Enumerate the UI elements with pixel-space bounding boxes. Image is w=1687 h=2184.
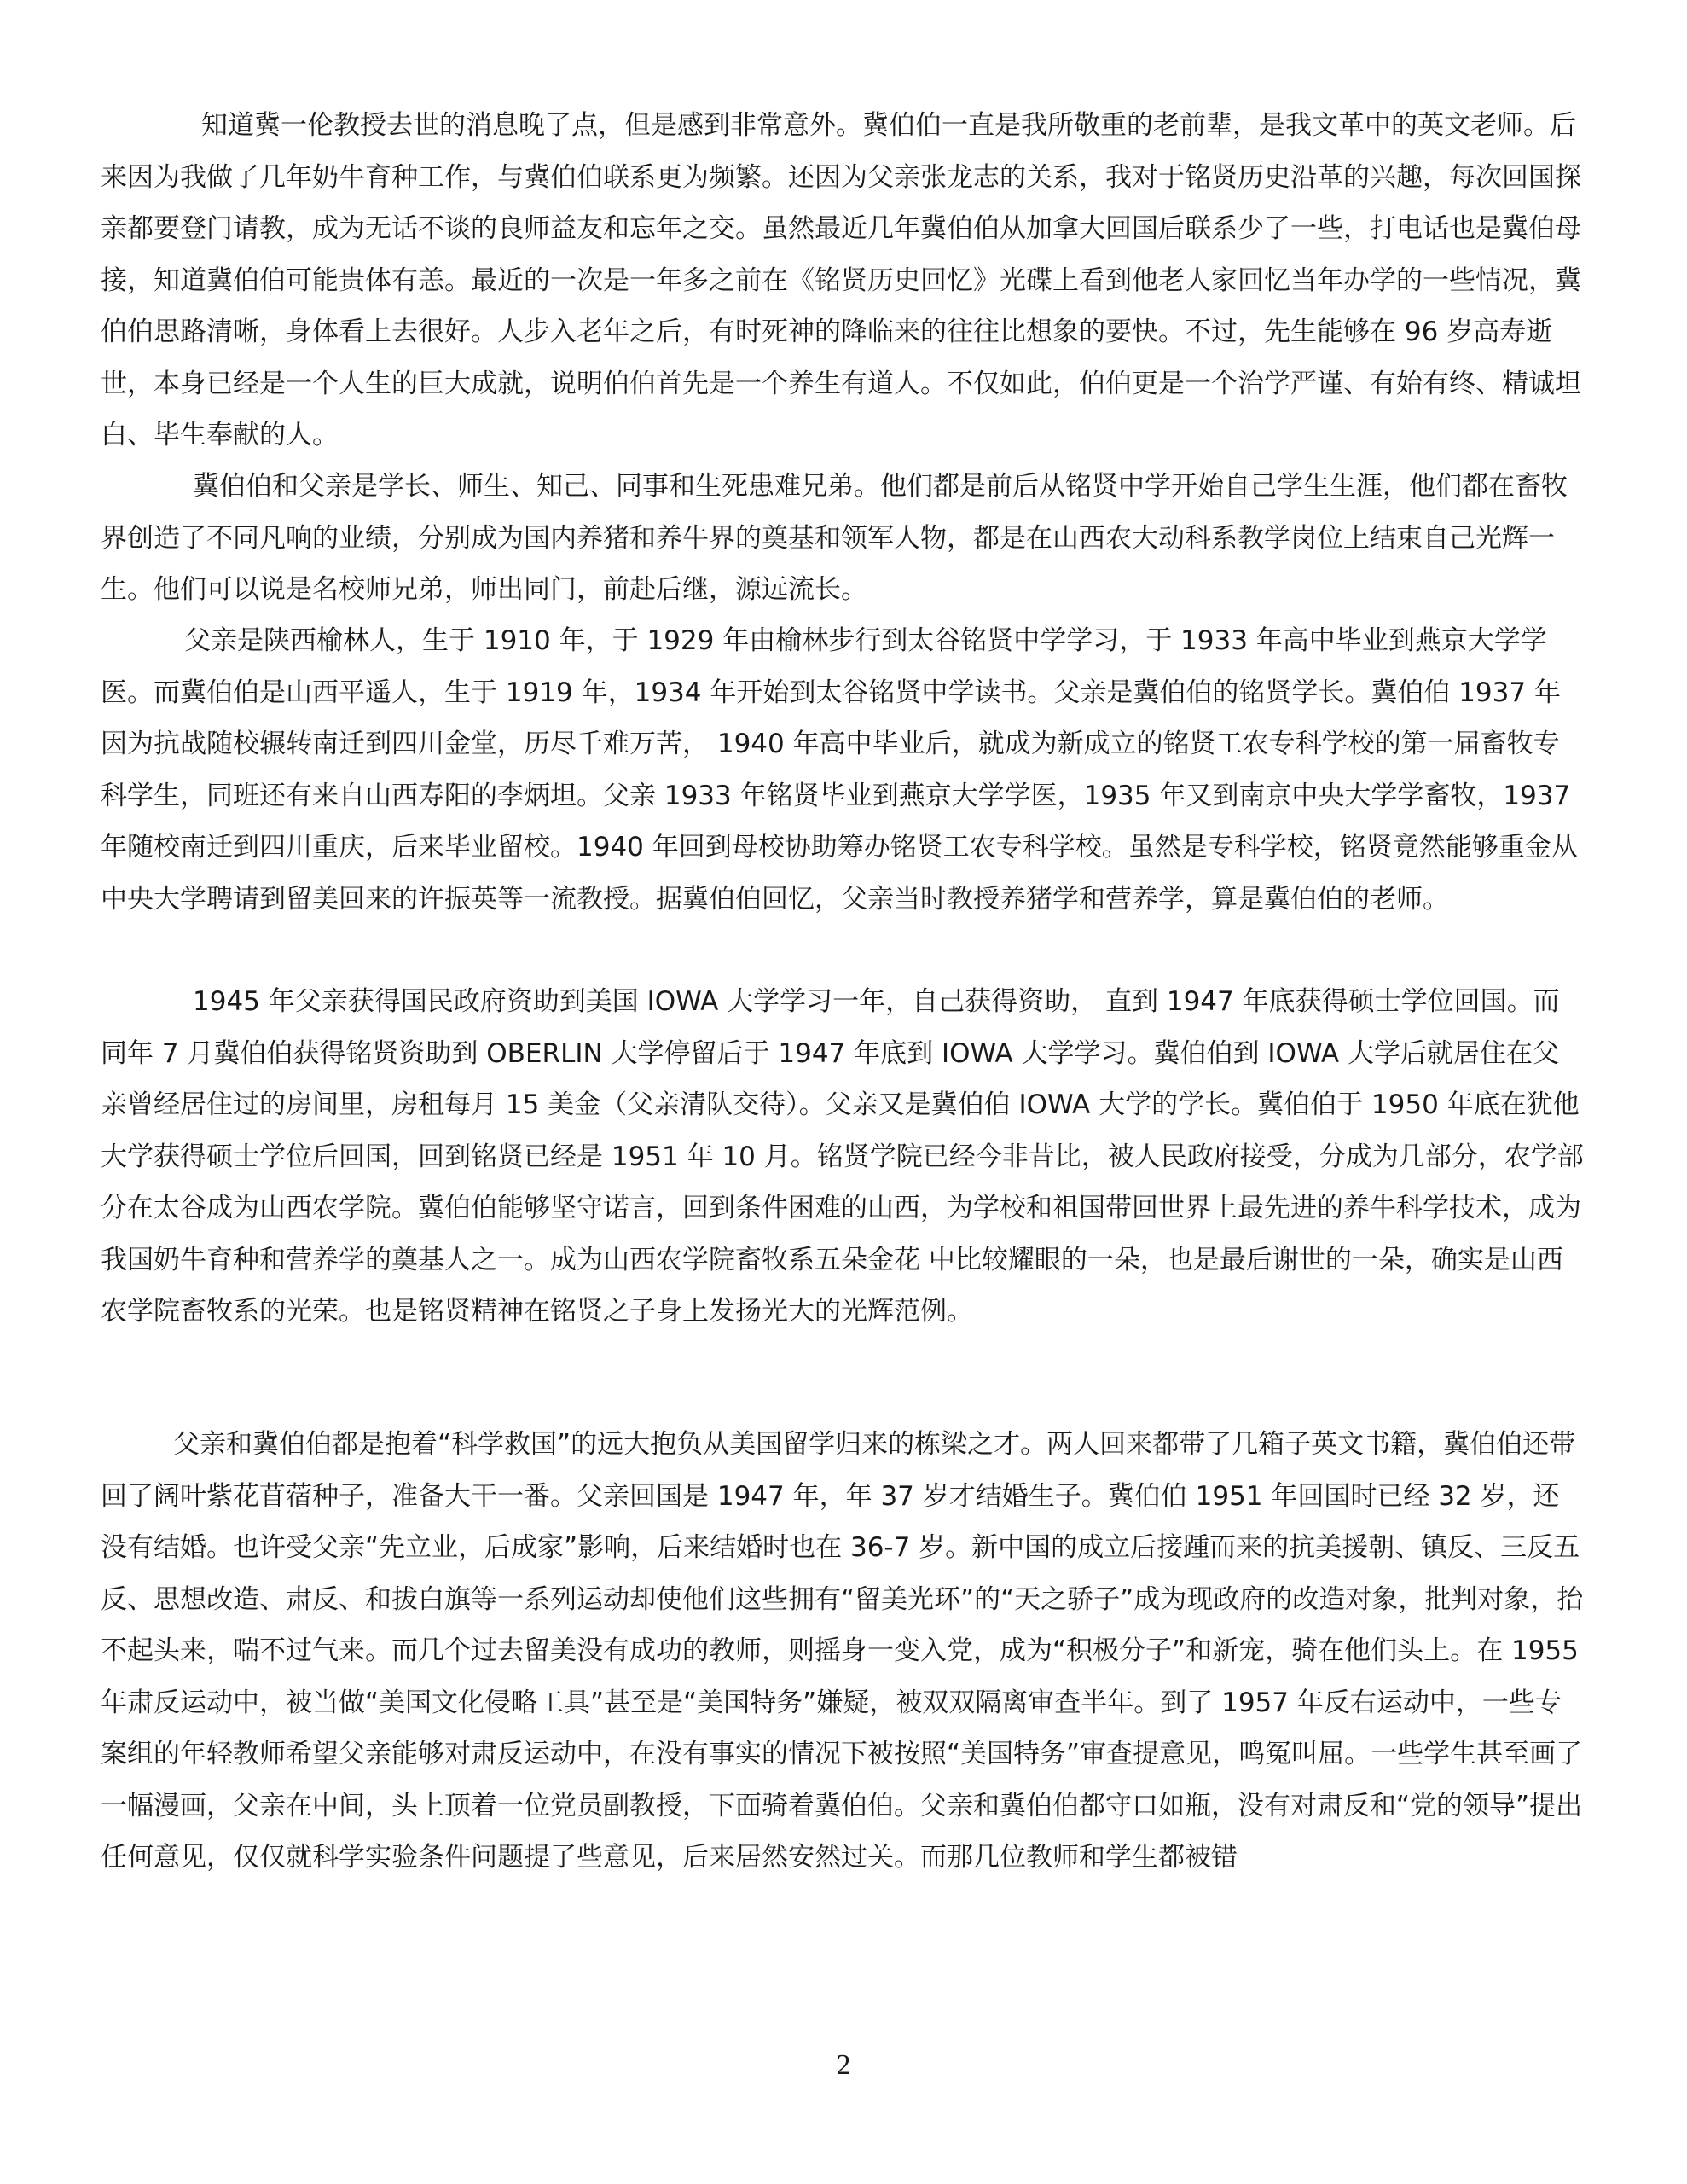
page-number: 2 <box>836 2049 851 2081</box>
paragraph-relationship: 冀伯伯和父亲是学长、师生、知己、同事和生死患难兄弟。他们都是前后从铭贤中学开始自己学生生涯，他们都在畜牧界创造了不同凡响的业绩，分别成为国内养猪和养牛界的奠基和领军人物，都是在山西农大动科系教学岗位上结束自己光辉一生。他们可以说是名校师兄弟，师出同门，前赴后继，源远流长。 <box>101 471 1568 605</box>
paragraph-intro: 知道冀一伦教授去世的消息晚了点，但是感到非常意外。冀伯伯一直是我所敬重的老前辈，是我文革中的英文老师。后来因为我做了几年奶牛育种工作，与冀伯伯联系更为频繁。还因为父亲张龙志的关系，我对于铭贤历史沿革的兴趣，每次回国探亲都要登门请教，成为无话不谈的良师益友和忘年之交。虽然最近几年冀伯伯从加拿大回国后联系少了一些，打电话也是冀伯母接，知道冀伯伯可能贵体有恙。最近的一次是一年多之前在《铭贤历史回忆》光碟上看到他老人家回忆当年办学的一些情况，冀伯伯思路清晰，身体看上去很好。人步入老年之后，有时死神的降临来的往往比想象的要快。不过，先生能够在 96 岁高寿逝世，本身已经是一个人生的巨大成就，说明伯伯首先是一个养生有道人。不仅如此，伯伯更是一个治学严谨、有始有终、精诚坦白、毕生奉献的人。 <box>101 110 1581 450</box>
paragraph-early-education: 父亲是陕西榆林人，生于 1910 年，于 1929 年由榆林步行到太谷铭贤中学学习，于 1933 年高中毕业到燕京大学学医。而冀伯伯是山西平遥人，生于 1919 年，1934 年开始到太谷铭贤中学读书。父亲是冀伯伯的铭贤学长。冀伯伯 1937 年 因为抗战随校辗转南迁到四川金堂，历尽千难万苦， 1940 年高中毕业后，就成为新成立的铭贤工农专科学校的第一届畜牧专科学生，同班还有来自山西寿阳的李炳坦。父亲 1933 年铭贤毕业到燕京大学学医，1935 年又到南京中央大学学畜牧，1937 年随校南迁到四川重庆，后来毕业留校。1940 年回到母校协助筹办铭贤工农专科学校。虽然是专科学校，铭贤竟然能够重金从中央大学聘请到留美回来的许振英等一流教授。据冀伯伯回忆，父亲当时教授养猪学和营养学，算是冀伯伯的老师。 <box>101 625 1578 915</box>
paragraph-political-movements: 父亲和冀伯伯都是抱着“科学救国”的远大抱负从美国留学归来的栋梁之才。两人回来都带了几箱子英文书籍，冀伯伯还带回了阔叶紫花苜蓿种子，准备大干一番。父亲回国是 1947 年，年 37 岁才结婚生子。冀伯伯 1951 年回国时已经 32 岁，还没有结婚。也许受父亲“先立业，后成家”影响，后来结婚时也在 36-7 岁。新中国的成立后接踵而来的抗美援朝、镇反、三反五反、思想改造、肃反、和拔白旗等一系列运动却使他们这些拥有“留美光环”的“天之骄子”成为现政府的改造对象，批判对象，抬不起头来，喘不过气来。而几个过去留美没有成功的教师，则摇身一变入党，成为“积极分子”和新宠，骑在他们头上。在 1955 年肃反运动中，被当做“美国文化侵略工具”甚至是“美国特务”嫌疑，被双双隔离审查半年。到了 1957 年反右运动中，一些专案组的年轻教师希望父亲能够对肃反运动中，在没有事实的情况下被按照“美国特务”审查提意见，鸣冤叫屈。一些学生甚至画了一幅漫画，父亲在中间，头上顶着一位党员副教授，下面骑着冀伯伯。父亲和冀伯伯都守口如瓶，没有对肃反和“党的领导”提出任何意见，仅仅就科学实验条件问题提了些意见，后来居然安然过关。而那几位教师和学生都被错 <box>101 1429 1584 1873</box>
paragraph-study-abroad: 1945 年父亲获得国民政府资助到美国 IOWA 大学学习一年，自己获得资助， 直到 1947 年底获得硕士学位回国。而同年 7 月冀伯伯获得铭贤资助到 OBERLIN 大学停留后于 1947 年底到 IOWA 大学学习。冀伯伯到 IOWA 大学后就居住在父亲曾经居住过的房间里，房租每月 15 美金（父亲清队交待）。父亲又是冀伯伯 IOWA 大学的学长。冀伯伯于 1950 年底在犹他大学获得硕士学位后回国，回到铭贤已经是 1951 年 10 月。铭贤学院已经今非昔比，被人民政府接受，分成为几部分，农学部分在太谷成为山西农学院。冀伯伯能够坚守诺言，回到条件困难的山西，为学校和祖国带回世界上最先进的养牛科学技术，成为我国奶牛育种和营养学的奠基人之一。成为山西农学院畜牧系五朵金花 中比较耀眼的一朵，也是最后谢世的一朵，确实是山西农学院畜牧系的光荣。也是铭贤精神在铭贤之子身上发扬光大的光辉范例。 <box>101 986 1584 1327</box>
